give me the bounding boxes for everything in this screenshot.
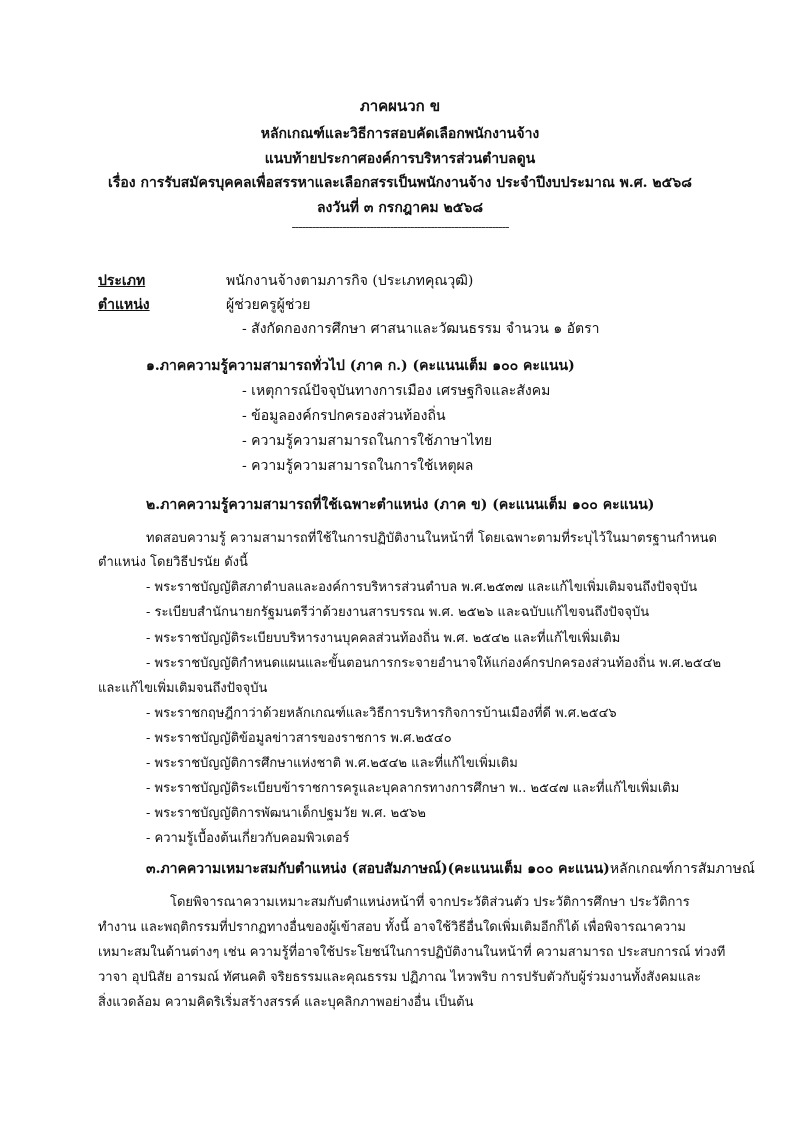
section1-item: - เหตุการณ์ปัจจุบันทางการเมือง เศรษฐกิจและสังคม (242, 383, 551, 399)
section3-heading: ๓.ภาคความเหมาะสมกับตำแหน่ง (สอบสัมภาษณ์)(คะแนนเต็ม ๑๐๐ คะแนน) (146, 861, 610, 877)
section2-item-continuation: และแก้ไขเพิ่มเติมจนถึงปัจจุบัน (98, 681, 268, 696)
section1-item: - ความรู้ความสามารถในการใช้เหตุผล (242, 458, 474, 474)
section2-item: - พระราชกฤษฎีกาว่าด้วยหลักเกณฑ์และวิธีการบริหารกิจการบ้านเมืองที่ดี พ.ศ.๒๕๔๖ (146, 706, 617, 721)
section3-paragraph-line: ทำงาน และพฤติกรรมที่ปรากฏทางอื่นของผู้เข้าสอบ ทั้งนี้ อาจใช้วิธีอื่นใดเพิ่มเติมอีกก็ได้ เพื่อพิจารณาความ (98, 920, 686, 935)
type-value: พนักงานจ้างตามภารกิจ (ประเภทคุณวุฒิ) (226, 273, 474, 289)
section2-item: - พระราชบัญญัติระเบียบข้าราชการครูและบุคลากรทางการศึกษา พ.. ๒๕๔๗ และที่แก้ไขเพิ่มเติม (146, 781, 680, 796)
section2-item: - พระราชบัญญัติกำหนดแผนและขั้นตอนการกระจายอำนาจให้แก่องค์กรปกครองส่วนท้องถิ่น พ.ศ.๒๕๔๒ (146, 656, 722, 671)
section3-paragraph-line: วาจา อุปนิสัย อารมณ์ ทัศนคติ จริยธรรมและคุณธรรม ปฏิภาณ ไหวพริบ การปรับตัวกับผู้ร่วมงานทั้งสังคมและ (98, 970, 702, 985)
header-line-subject: เรื่อง การรับสมัครบุคคลเพื่อสรรหาและเลือกสรรเป็นพนักงานจ้าง ประจำปีงบประมาณ พ.ศ. ๒๕๖๘ (108, 175, 692, 191)
position-label: ตำแหน่ง (98, 297, 150, 313)
header-line-date: ลงวันที่ ๓ กรกฎาคม ๒๕๖๘ (316, 200, 484, 216)
section2-intro: ทดสอบความรู้ ความสามารถที่ใช้ในการปฏิบัติงานในหน้าที่ โดยเฉพาะตามที่ระบุไว้ในมาตรฐานกำหนด (146, 531, 717, 546)
section3-paragraph-line: โดยพิจารณาความเหมาะสมกับตำแหน่งหน้าที่ จากประวัติส่วนตัว ประวัติการศึกษา ประวัติการ (170, 895, 690, 910)
section3-heading-tail: หลักเกณฑ์การสัมภาษณ์ (609, 861, 755, 877)
section1-item: - ข้อมูลองค์กรปกครองส่วนท้องถิ่น (242, 408, 446, 424)
affiliation-line: - สังกัดกองการศึกษา ศาสนาและวัฒนธรรม จำนวน ๑ อัตรา (242, 321, 600, 337)
section2-item: - ความรู้เบื้องต้นเกี่ยวกับคอมพิวเตอร์ (146, 831, 350, 846)
section2-item: - พระราชบัญญัติการศึกษาแห่งชาติ พ.ศ.๒๕๔๒ และที่แก้ไขเพิ่มเติม (146, 756, 518, 771)
section2-item: - พระราชบัญญัติข้อมูลข่าวสารของราชการ พ.ศ.๒๕๔๐ (146, 731, 452, 746)
section3-paragraph-line: สิ่งแวดล้อม ความคิดริเริ่มสร้างสรรค์ และบุคลิกภาพอย่างอื่น เป็นต้น (98, 995, 474, 1010)
section2-item: - ระเบียบสำนักนายกรัฐมนตรีว่าด้วยงานสารบรรณ พ.ศ. ๒๕๒๖ และฉบับแก้ไขจนถึงปัจจุบัน (146, 605, 650, 620)
section2-intro: ตำแหน่ง โดยวิธีปรนัย ดังนี้ (98, 555, 248, 570)
appendix-title: ภาคผนวก ข (359, 97, 441, 115)
section2-item: - พระราชบัญญัติสภาตำบลและองค์การบริหารส่วนตำบล พ.ศ.๒๕๓๗ และแก้ไขเพิ่มเติมจนถึงปัจจุบัน (146, 580, 698, 595)
header-divider: ---------------------------------------------------------------- (291, 220, 509, 235)
section1-heading: ๑.ภาคความรู้ความสามารถทั่วไป (ภาค ก.) (คะแนนเต็ม ๑๐๐ คะแนน) (146, 358, 575, 374)
type-label: ประเภท (98, 273, 146, 289)
header-line-criteria: หลักเกณฑ์และวิธีการสอบคัดเลือกพนักงานจ้าง (260, 126, 540, 142)
section1-item: - ความรู้ความสามารถในการใช้ภาษาไทย (242, 433, 493, 449)
section3-paragraph-line: เหมาะสมในด้านต่างๆ เช่น ความรู้ที่อาจใช้ประโยชน์ในการปฏิบัติงานในหน้าที่ ความสามารถ ประสบการณ์ ท่วงที (98, 945, 726, 960)
section2-item: - พระราชบัญญัติการพัฒนาเด็กปฐมวัย พ.ศ. ๒๕๖๒ (146, 806, 426, 821)
section3-heading-line (146, 858, 755, 880)
position-value: ผู้ช่วยครูผู้ช่วย (226, 297, 311, 313)
section2-item: - พระราชบัญญัติระเบียบบริหารงานบุคคลส่วนท้องถิ่น พ.ศ. ๒๕๔๒ และที่แก้ไขเพิ่มเติม (146, 631, 621, 646)
header-line-attachment: แนบท้ายประกาศองค์การบริหารส่วนตำบลดูน (264, 151, 536, 167)
section2-heading: ๒.ภาคความรู้ความสามารถที่ใช้เฉพาะตำแหน่ง (ภาค ข) (คะแนนเต็ม ๑๐๐ คะแนน) (146, 497, 655, 513)
